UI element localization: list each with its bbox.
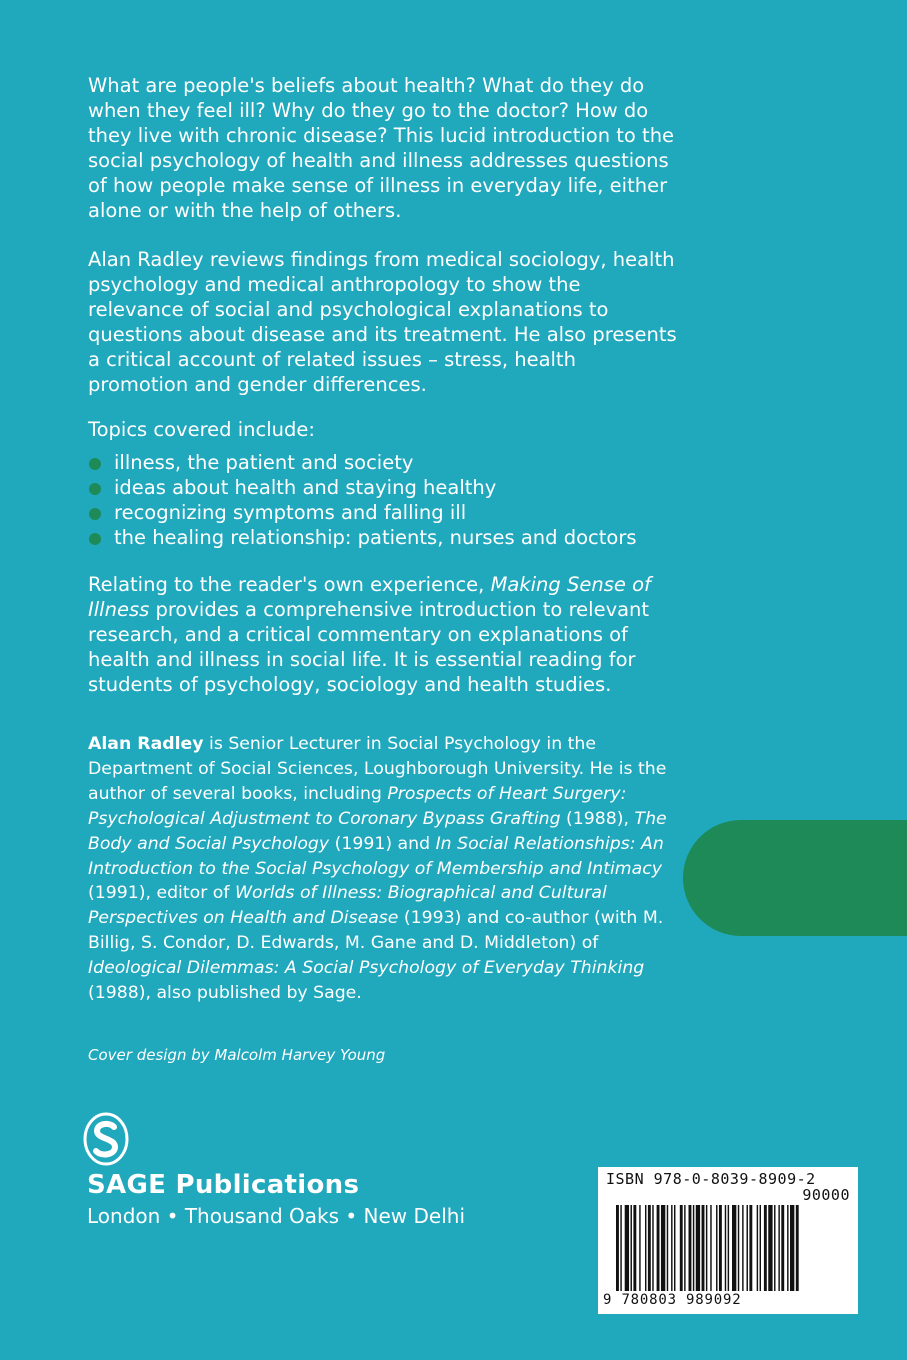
sage-logo-icon: [83, 1112, 129, 1166]
author-bio: Alan Radley is Senior Lecturer in Social Psychology in the Department of Social Sciences, Loughborough University. He is the author of several books, including Prospects of Heart Surgery: Psychological Adjustment to Coronary Bypass Grafting (1988), The Body and Social Psychology (1991) and In Social Relationships: An Introduction to the Social Psychology of Membership and Intimacy (1991), editor of Worlds of Illness: Biographical and Cultural Perspectives on Health and Disease (1993) and co-author (with M. Billig, S. Condor, D. Edwards, M. Gane and D. Middleton) of Ideological Dilemmas: A Social Psychology of Everyday Thinking (1988), also published by Sage.: [88, 734, 667, 1004]
topics-section: [88, 418, 678, 551]
barcode-bars-icon: [616, 1205, 850, 1291]
barcode-digits: 9 780803 989092: [603, 1292, 742, 1308]
cover-credit: Cover design by Malcolm Harvey Young: [88, 1046, 386, 1064]
price-addon: 90000: [802, 1186, 850, 1204]
blurb-paragraph-3: Relating to the reader's own experience, Making Sense of Illness provides a comprehensive introduction to relevant research, and a critical commentary on explanations of health and illness in social life. It is essential reading for students of psychology, sociology and health studies.: [88, 573, 651, 696]
list-item: ideas about health and staying healthy: [88, 476, 678, 501]
list-item: the healing relationship: patients, nurses and doctors: [88, 526, 678, 551]
topics-list: [88, 451, 678, 551]
blurb-paragraph-1: What are people's beliefs about health? What do they do when they feel ill? Why do they go to the doctor? How do they live with chronic disease? This lucid introduction to the social psychology of health and illness addresses questions of how people make sense of illness in everyday life, either alone or with the help of others.: [88, 74, 675, 222]
author-name: Alan Radley: [88, 734, 204, 754]
bullet-icon: [89, 508, 101, 520]
topics-intro: Topics covered include:: [88, 418, 315, 441]
bullet-icon: [89, 458, 101, 470]
publisher-cities: London • Thousand Oaks • New Delhi: [87, 1204, 466, 1228]
blurb-paragraph-2: Alan Radley reviews findings from medical sociology, health psychology and medical anthropology to show the relevance of social and psychological explanations to questions about disease and its treatment. He also presents a critical account of related issues – stress, health promotion and gender differences.: [88, 248, 677, 396]
list-item: recognizing symptoms and falling ill: [88, 501, 678, 526]
publisher-name: SAGE Publications: [87, 1170, 360, 1200]
isbn-label: ISBN 978-0-8039-8909-2: [606, 1170, 816, 1188]
book-title: Making Sense of Illness: [88, 573, 651, 621]
bullet-icon: [89, 533, 101, 545]
isbn-barcode: [598, 1167, 858, 1314]
decorative-green-tab: [683, 820, 907, 936]
bullet-icon: [89, 483, 101, 495]
list-item: illness, the patient and society: [88, 451, 678, 476]
